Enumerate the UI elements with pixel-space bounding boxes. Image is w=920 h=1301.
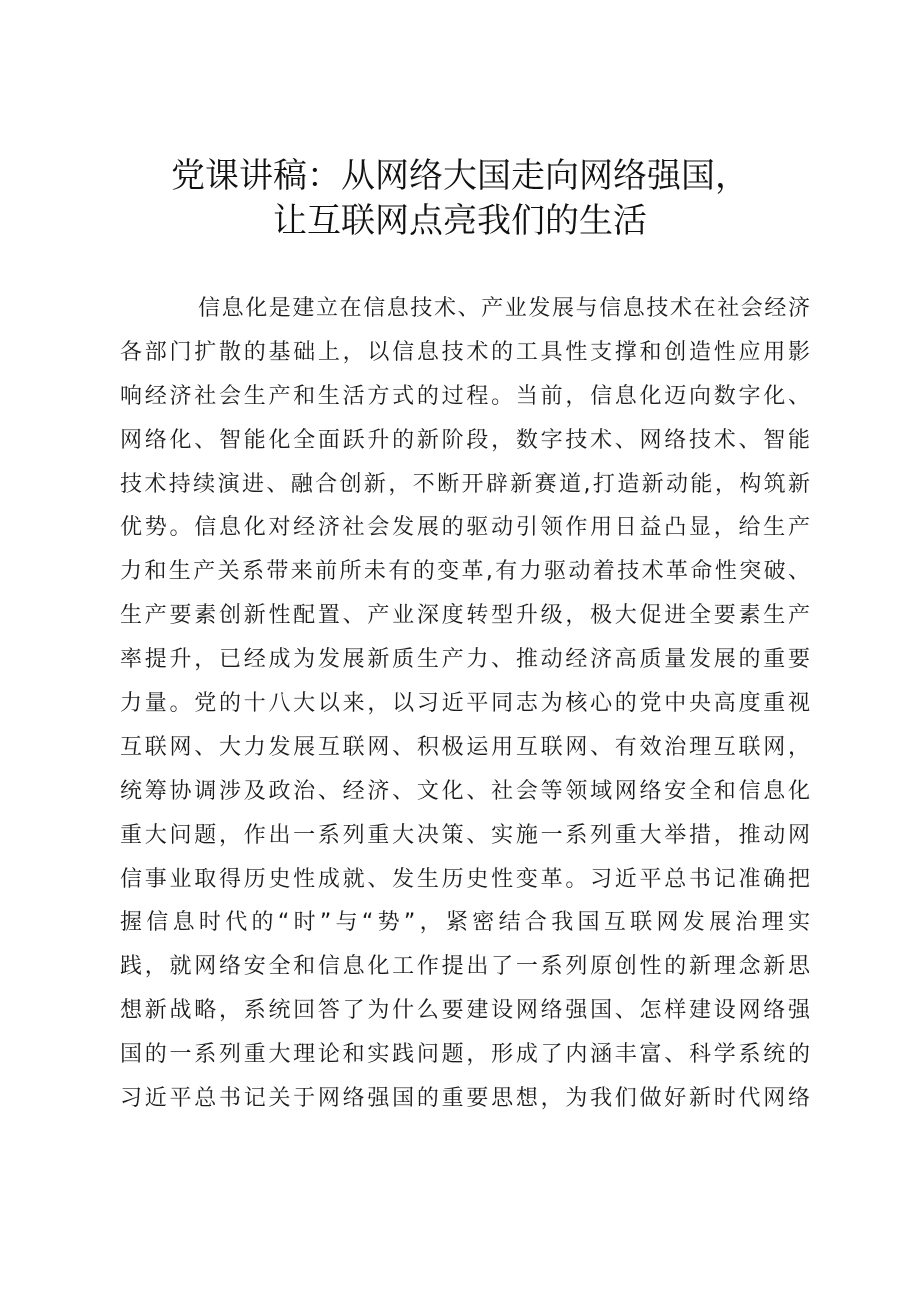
title-line: 让互联网点亮我们的生活	[273, 201, 647, 241]
paragraph-line: 互联网、大力发展互联网、积极运用互联网、有效治理互联网，	[120, 734, 810, 760]
paragraph-line: 国的一系列重大理论和实践问题，形成了内涵丰富、科学系统的	[120, 1042, 810, 1068]
paragraph-line: 统筹协调涉及政治、经济、文化、社会等领域网络安全和信息化	[120, 778, 810, 804]
paragraph-line: 习近平总书记关于网络强国的重要思想，为我们做好新时代网络	[120, 1086, 810, 1112]
paragraph-line: 信息化是建立在信息技术、产业发展与信息技术在社会经济	[198, 296, 810, 321]
paragraph-line: 网络化、智能化全面跃升的新阶段，数字技术、网络技术、智能	[120, 427, 810, 453]
paragraph-line: 率提升，已经成为发展新质生产力、推动经济高质量发展的重要	[120, 647, 810, 673]
paragraph-line: 想新战略，系统回答了为什么要建设网络强国、怎样建设网络强	[120, 998, 810, 1024]
paragraph-line: 生产要素创新性配置、产业深度转型升级，极大促进全要素生产	[120, 603, 810, 629]
paragraph-line: 握信息时代的“时”与“势”，紧密结合我国互联网发展治理实	[120, 910, 810, 936]
body-paragraph	[120, 287, 810, 1121]
paragraph-line: 技术持续演进、融合创新，不断开辟新赛道,打造新动能，构筑新	[120, 471, 810, 497]
paragraph-line: 重大问题，作出一系列重大决策、实施一系列重大举措，推动网	[120, 822, 810, 848]
title-line: 党课讲稿：从网络大国走向网络强国，	[171, 156, 749, 196]
paragraph-line: 响经济社会生产和生活方式的过程。当前，信息化迈向数字化、	[120, 383, 810, 409]
document-title	[120, 154, 800, 244]
paragraph-line: 信事业取得历史性成就、发生历史性变革。习近平总书记准确把	[120, 866, 810, 892]
paragraph-line: 力和生产关系带来前所未有的变革,有力驱动着技术革命性突破、	[120, 559, 810, 585]
paragraph-line: 践，就网络安全和信息化工作提出了一系列原创性的新理念新思	[120, 954, 810, 980]
paragraph-line: 各部门扩散的基础上，以信息技术的工具性支撑和创造性应用影	[120, 339, 810, 365]
paragraph-line: 力量。党的十八大以来，以习近平同志为核心的党中央高度重视	[120, 691, 810, 717]
paragraph-line: 优势。信息化对经济社会发展的驱动引领作用日益凸显，给生产	[120, 515, 810, 541]
